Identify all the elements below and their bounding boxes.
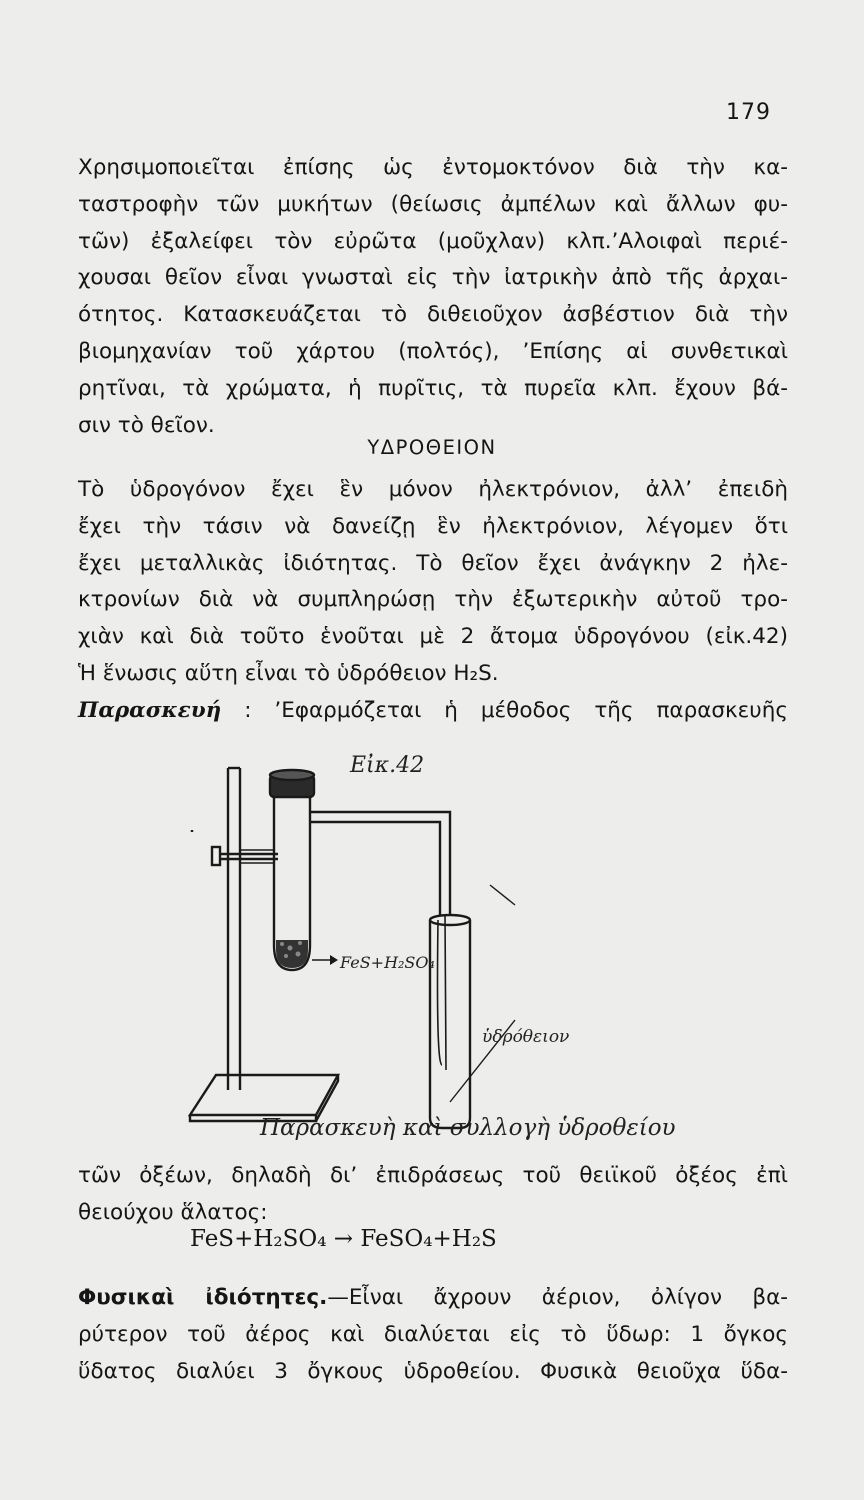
figure-label: Εἰκ.42 [350, 753, 425, 778]
text-line: τῶν ὀξέων, δηλαδὴ δι’ ἐπιδράσεως τοῦ θειϊκοῦ ὀξέος ἐπὶ [78, 1163, 788, 1188]
stand-base [190, 1075, 338, 1115]
apparatus-diagram [170, 740, 690, 1150]
text-line: θειούχου ἅλατος: [78, 1199, 268, 1225]
text-line: σιν τὸ θεῖον. [78, 412, 215, 438]
preparation-text: : ’Εφαρμόζεται ἡ μέθοδος τῆς παρασκευῆς [221, 697, 788, 723]
physical-properties-label: Φυσικαὶ ἰδιότητες. [78, 1285, 328, 1310]
text-line: ἔχει τὴν τάσιν νὰ δανείζῃ ἓν ἠλεκτρόνιον, λέγομεν ὅτι [78, 513, 788, 539]
text-line: ταστροφὴν τῶν μυκήτων (θείωσις ἀμπέλων καὶ ἄλλων φυ- [78, 191, 788, 217]
text-line: τῶν) ἐξαλείφει τὸν εὐρῶτα (μοῦχλαν) κλπ.’Αλοιφαὶ περιέ- [78, 228, 788, 254]
physical-properties-text: —Εἶναι ἄχρουν ἀέριον, ὀλίγον βα- [327, 1285, 789, 1310]
page-number: 179 [726, 100, 771, 125]
paragraph-hydrogen-sulfide [78, 472, 788, 730]
text-line: Τὸ ὑδρογόνον ἔχει ἓν μόνον ἠλεκτρόνιον, ἀλλ’ ἐπειδὴ [78, 477, 788, 502]
gas-jar [430, 920, 470, 1128]
gas-label: ὑδρόθειον [482, 1027, 570, 1047]
text-line: Ἡ ἕνωσις αὕτη εἶναι τὸ ὑδρόθειον H₂S. [78, 660, 499, 686]
text-line: χουσαι θεῖον εἶναι γνωσταὶ εἰς τὴν ἰατρικὴν ἀπὸ τῆς ἀρχαι- [78, 265, 788, 291]
physical-properties-line [78, 1280, 788, 1317]
section-heading: ΥΔΡΟΘΕΙΟΝ [367, 436, 497, 459]
text-line: κτρονίων διὰ νὰ συμπληρώσῃ τὴν ἐξωτερικὴν αὐτοῦ τρο- [78, 587, 788, 613]
preparation-line [78, 693, 788, 730]
reagent-label: FeS+H₂SO₄ [340, 953, 435, 972]
paragraph-acids [78, 1158, 788, 1232]
figure-caption: Παρασκευὴ καὶ συλλογὴ ὑδροθείου [260, 1115, 676, 1141]
text-line: χιὰν καὶ διὰ τοῦτο ἑνοῦται μὲ 2 ἄτομα ὑδρογόνου (εἰκ.42) [78, 624, 788, 650]
paragraph-physical-properties [78, 1280, 788, 1390]
text-line: ἔχει μεταλλικὰς ἰδιότητας. Τὸ θεῖον ἔχει ἀνάγκην 2 ἠλε- [78, 550, 788, 576]
text-line: ρητῖναι, τὰ χρώματα, ἡ πυρῖτις, τὰ πυρεῖα κλπ. ἔχουν βά- [78, 375, 788, 401]
text-line: Χρησιμοποιεῖται ἐπίσης ὡς ἐντομοκτόνον διὰ τὴν κα- [78, 155, 788, 180]
chemical-equation: FeS+H₂SO₄ → FeSO₄+H₂S [190, 1226, 497, 1252]
text-line: ότητος. Κατασκευάζεται τὸ διθειοῦχον ἀσβέστιον διὰ τὴν [78, 302, 788, 328]
figure-42 [170, 740, 690, 1150]
text-line: ρύτερον τοῦ ἀέρος καὶ διαλύεται εἰς τὸ ὕδωρ: 1 ὄγκος [78, 1321, 788, 1347]
preparation-label: Παρασκευή [78, 697, 222, 723]
paragraph-uses [78, 150, 788, 444]
text-line: ὕδατος διαλύει 3 ὄγκους ὑδροθείου. Φυσικὰ θειοῦχα ὕδα- [78, 1358, 788, 1384]
text-line: βιομηχανίαν τοῦ χάρτου (πολτός), ’Επίσης αἱ συνθετικαὶ [78, 338, 788, 364]
